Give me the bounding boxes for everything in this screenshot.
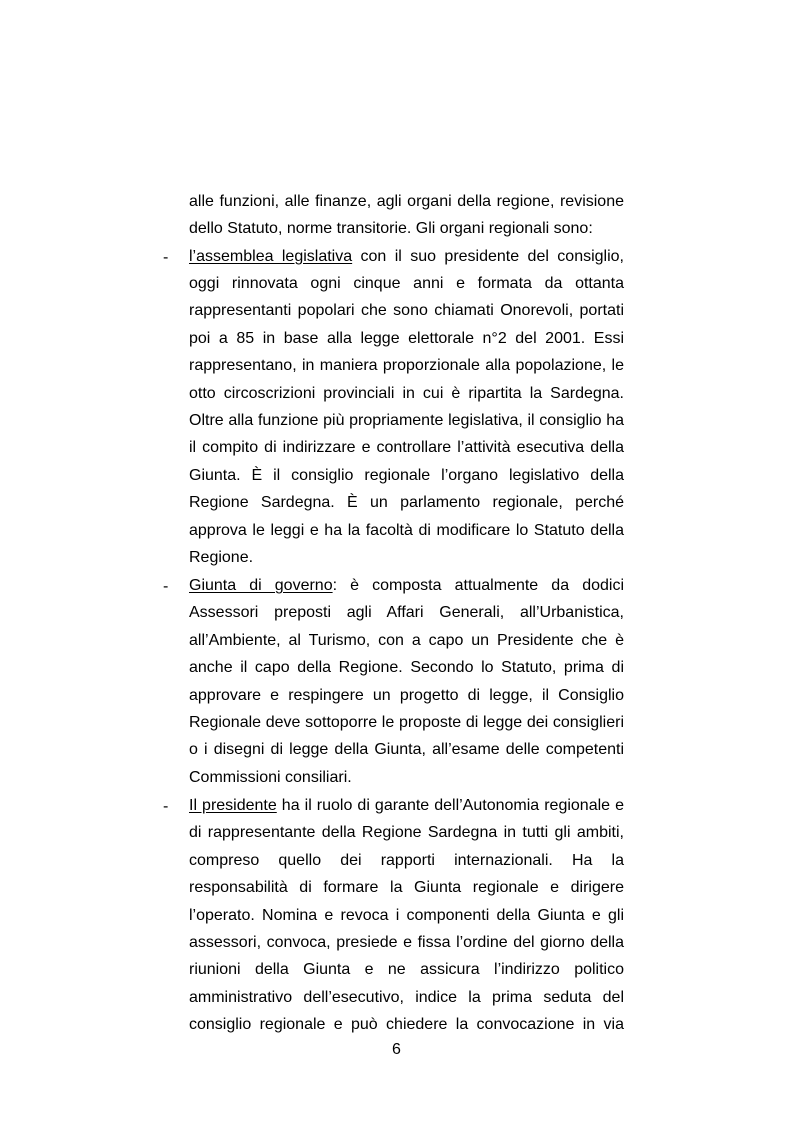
intro-line: alle funzioni, alle finanze, agli organi della regione, revisione: [189, 193, 624, 210]
list-item-line: amministrativo dell’esecutivo, indice la prima seduta del: [189, 989, 624, 1006]
list-item-line: anche il capo della Regione. Secondo lo Statuto, prima di: [189, 659, 624, 676]
list-item-line: oggi rinnovata ogni cinque anni e formata da ottanta: [189, 275, 624, 292]
list-item-line: assessori, convoca, presiede e fissa l’ordine del giorno della: [189, 934, 624, 951]
item-text: : è composta attualmente da dodici: [332, 577, 624, 594]
list-item-first-line: [189, 796, 624, 816]
list-item-first-line: [189, 576, 624, 596]
list-item-line: rappresentanti popolari che sono chiamati Onorevoli, portati: [189, 302, 624, 319]
list-item-line: Assessori preposti agli Affari Generali, all’Urbanistica,: [189, 604, 624, 621]
list-item-line: otto circoscrizioni provinciali in cui è ripartita la Sardegna.: [189, 385, 624, 402]
list-item-line: Regione.: [189, 549, 254, 566]
list-item-line: approvare e respingere un progetto di legge, il Consiglio: [189, 687, 624, 704]
list-item-line: riunioni della Giunta e ne assicura l’indirizzo politico: [189, 961, 624, 978]
list-item-line: Regionale deve sottoporre le proposte di legge dei consiglieri: [189, 714, 624, 731]
list-item-line: o i disegni di legge della Giunta, all’esame delle competenti: [189, 741, 624, 758]
list-item-line: all’Ambiente, al Turismo, con a capo un Presidente che è: [189, 632, 624, 649]
list-item-line: Regione Sardegna. È un parlamento regionale, perché: [189, 494, 624, 511]
list-item-line: consiglio regionale e può chiedere la convocazione in via: [189, 1016, 624, 1033]
list-item-line: di rappresentante della Regione Sardegna in tutti gli ambiti,: [189, 824, 624, 841]
list-item-line: responsabilità di formare la Giunta regionale e dirigere: [189, 879, 624, 896]
list-item-line: compreso quello dei rapporti internazionali. Ha la: [189, 852, 624, 869]
item-term: l’assemblea legislativa: [189, 248, 353, 265]
item-text: ha il ruolo di garante dell’Autonomia regionale e: [276, 797, 624, 814]
list-item-line: il compito di indirizzare e controllare l’attività esecutiva della: [189, 439, 624, 456]
list-item-line: l’operato. Nomina e revoca i componenti della Giunta e gli: [189, 907, 624, 924]
item-text: con il suo presidente del consiglio,: [352, 248, 624, 265]
list-dash: -: [163, 249, 169, 266]
list-item-line: approva le leggi e ha la facoltà di modificare lo Statuto della: [189, 522, 624, 539]
page-number: 6: [392, 1041, 401, 1058]
item-term: Giunta di governo: [189, 577, 333, 594]
list-item-line: poi a 85 in base alla legge elettorale n°2 del 2001. Essi: [189, 330, 624, 347]
list-item-line: Oltre alla funzione più propriamente legislativa, il consiglio ha: [189, 412, 624, 429]
list-item-line: Giunta. È il consiglio regionale l’organo legislativo della: [189, 467, 624, 484]
list-item-line: Commissioni consiliari.: [189, 769, 352, 786]
list-dash: -: [163, 798, 169, 815]
list-item-first-line: [189, 247, 624, 267]
list-item-line: rappresentano, in maniera proporzionale alla popolazione, le: [189, 357, 624, 374]
item-term: Il presidente: [189, 797, 277, 814]
list-dash: -: [163, 578, 169, 595]
intro-line: dello Statuto, norme transitorie. Gli organi regionali sono:: [189, 220, 593, 237]
